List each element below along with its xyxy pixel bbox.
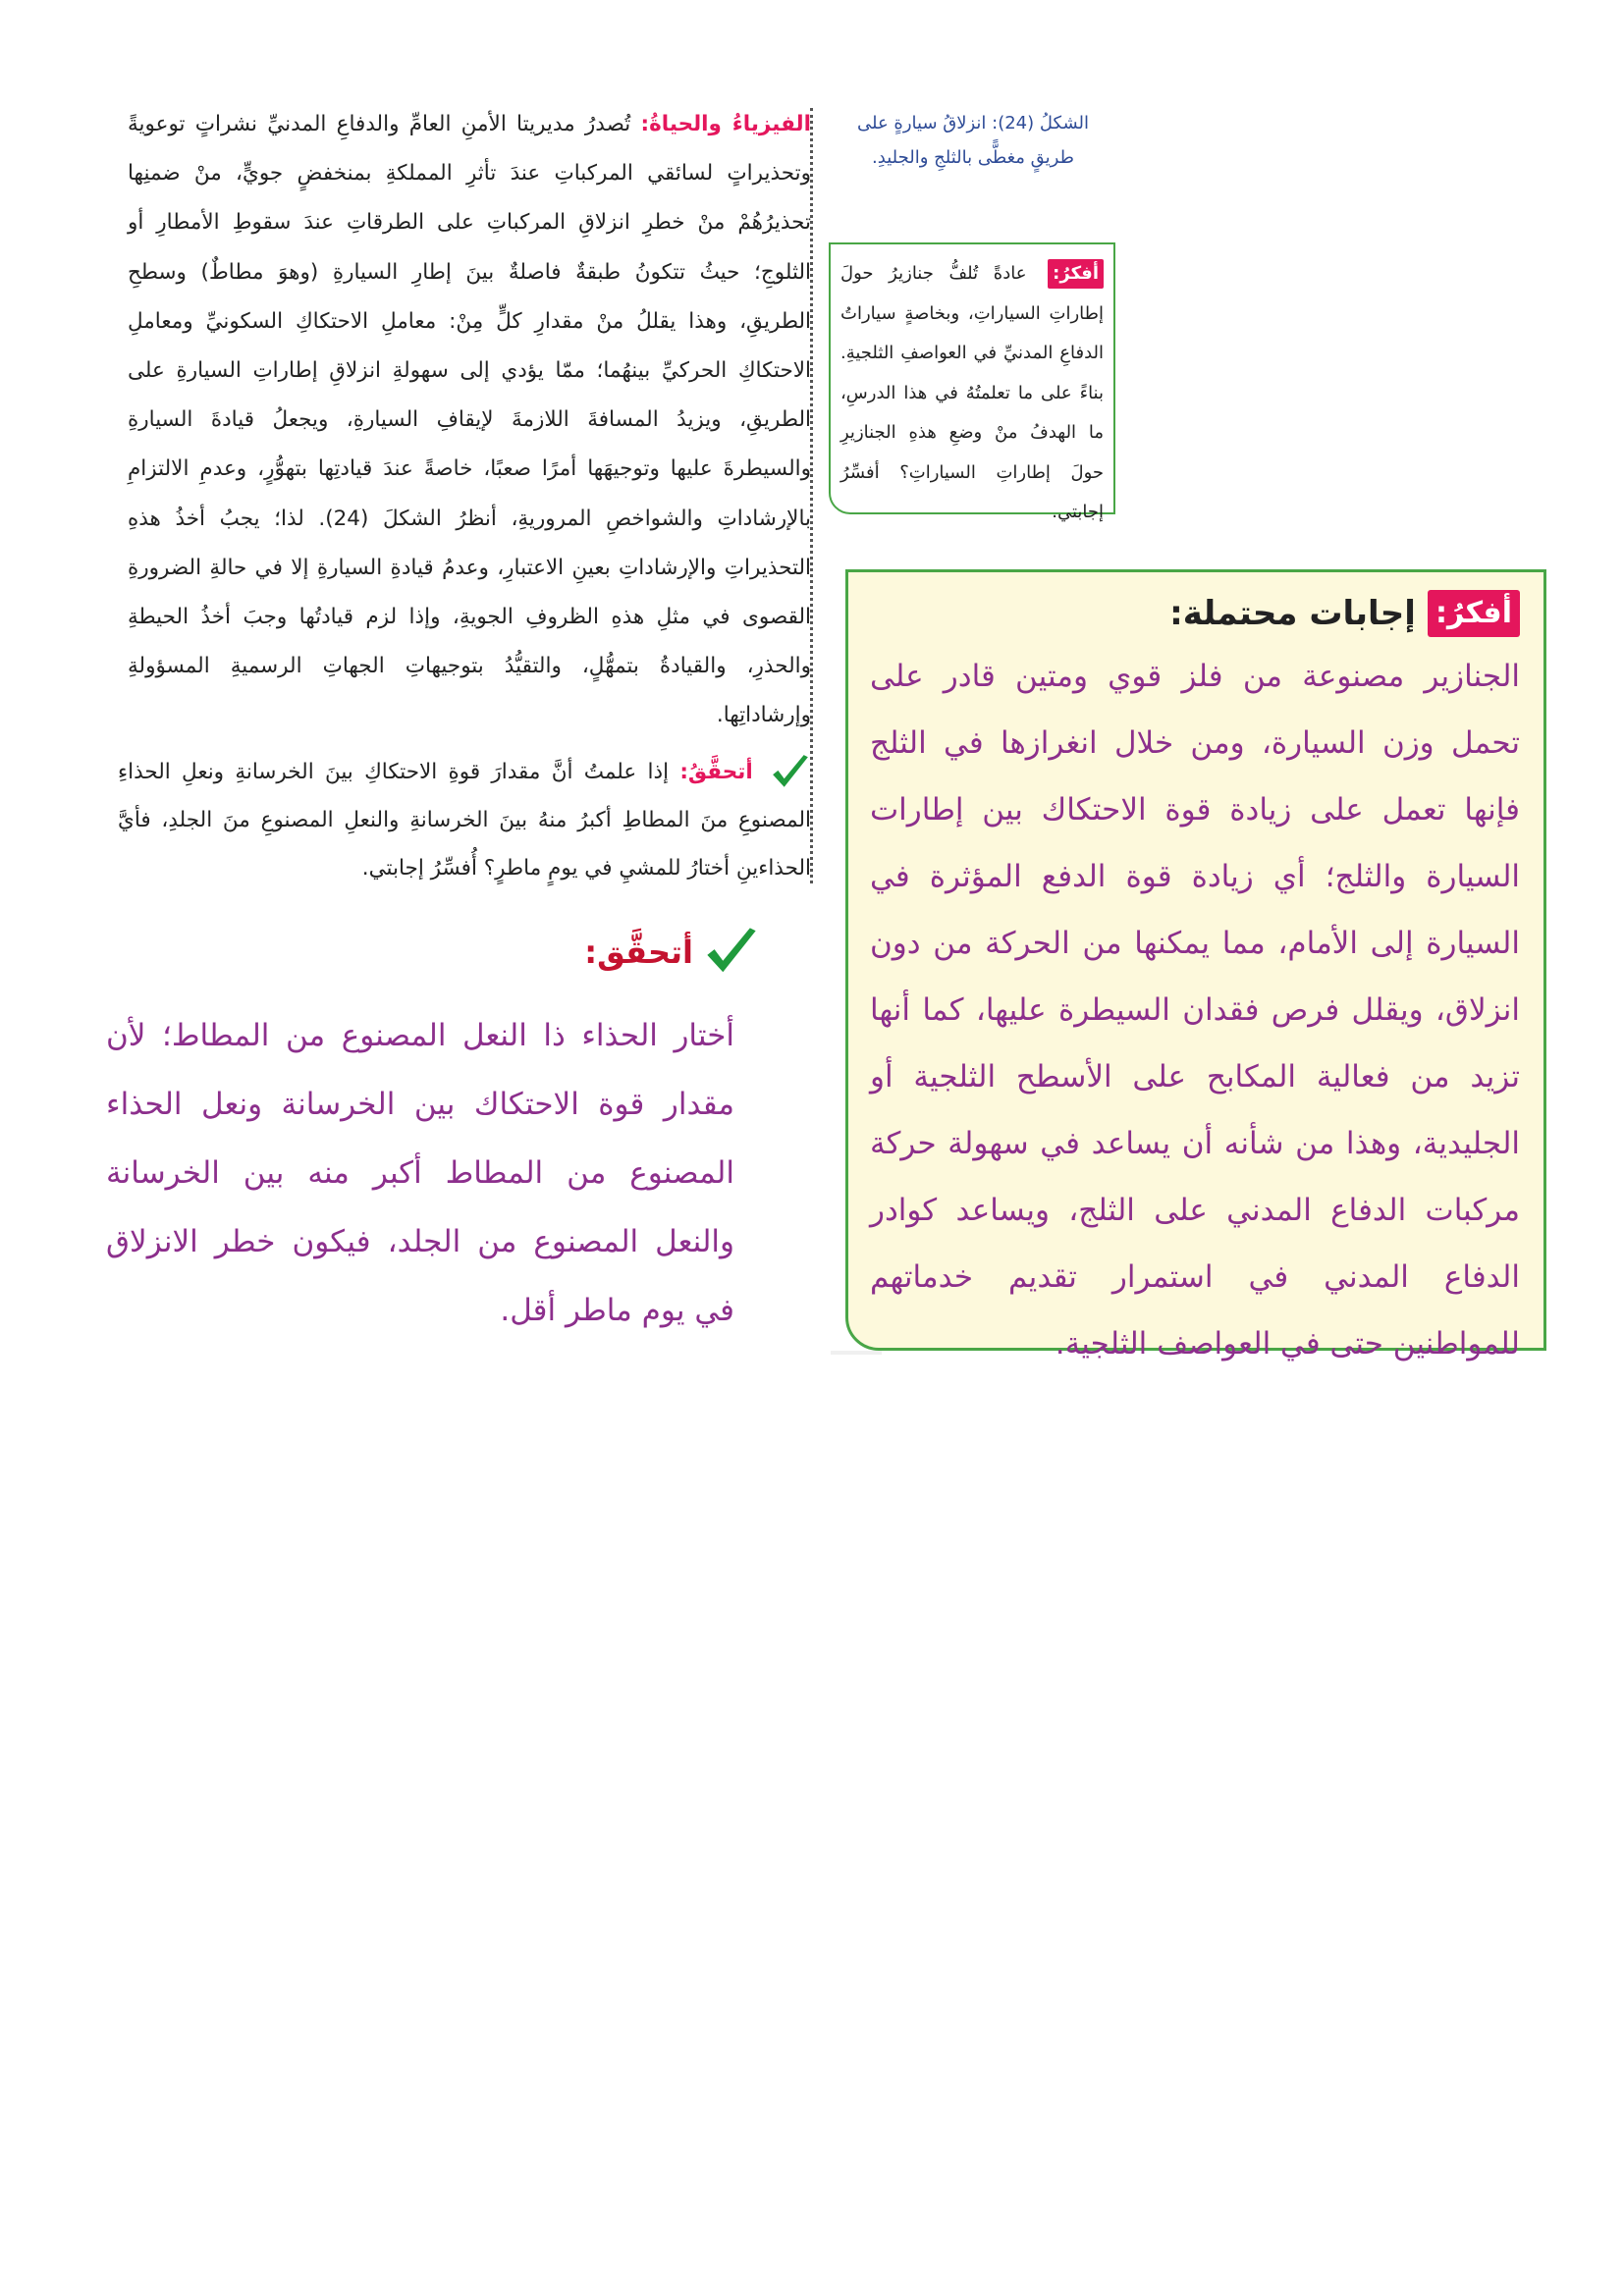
think-tag: أفكرُ: <box>1048 259 1104 289</box>
check-icon <box>703 923 760 982</box>
check-question-text: إذا علمتُ أنَّ مقدارَ قوةِ الاحتكاكِ بينَ الخرسانةِ ونعلِ الحذاءِ المصنوعِ منَ المطاطِ أكبرُ منهُ بينَ الخرسانةِ والنعلِ المصنوعِ منَ الجلدِ، فأيَّ الحذاءينِ أختارُ للمشيِ في يومٍ ماطرٍ؟ أُفسِّرُ إجابتي. <box>118 760 811 881</box>
check-answer-label: أتحقَّق: <box>584 934 693 971</box>
think-answer-box <box>845 569 1546 1362</box>
think-answer-text: الجنازير مصنوعة من فلز قوي ومتين قادر على تحمل وزن السيارة، ومن خلال انغرازها في الثلج فإنها تعمل على زيادة قوة الاحتكاك بين إطارات السيارة والثلج؛ أي زيادة قوة الدفع المؤثرة في السيارة إلى الأمام، مما يمكنها من الحركة من دون انزلاق، ويقلل فرص فقدان السيطرة عليها، كما أنها تزيد من فعالية المكابح على الأسطح الثلجية أو الجليدية، وهذا من شأنه أن يساعد في سهولة حركة مركبات الدفاع المدني على الثلج، ويساعد كوادر الدفاع المدني في استمرار تقديم خدماتهم للمواطنين حتى في العواصف الثلجية. <box>870 659 1520 1362</box>
figure-caption: الشكلُ (24): انزلاقُ سيارةٍ على طريقٍ مغطًّى بالثلجِ والجليدِ. <box>856 113 1089 168</box>
think-answer-tag: أفكرُ: <box>1428 590 1520 637</box>
check-label: أتحقَّقُ: <box>679 760 753 784</box>
physics-life-paragraph <box>128 100 811 741</box>
check-answer-heading <box>584 923 760 982</box>
page-mark <box>831 1351 882 1355</box>
think-answer-title: إجابات محتملة: <box>1169 594 1416 633</box>
think-question-text: عادةً تُلفُّ جنازيرُ حولَ إطاراتِ السياراتِ، وبخاصةٍ سياراتُ الدفاعِ المدنيِّ في العواصفِ الثلجيةِ. بناءً على ما تعلمتُهُ في هذا الدرسِ، ما الهدفُ منْ وضعِ هذهِ الجنازيرِ حولَ إطاراتِ السياراتِ؟ أفسِّرُ إجابتي. <box>840 263 1104 522</box>
section-body: تُصدرُ مديريتا الأمنِ العامِّ والدفاعِ المدنيِّ نشراتٍ توعويةً وتحذيراتٍ لسائقي المركباتِ عندَ تأثرِ المملكةِ بمنخفضٍ جويٍّ، منْ ضمنِها تحذيرُهُمْ منْ خطرِ انزلاقِ المركباتِ على الطرقاتِ عندَ سقوطِ الأمطارِ أو الثلوجِ؛ حيثُ تتكونُ طبقةٌ فاصلةٌ بينَ إطارِ السيارةِ (وهوَ مطاطٌ) وسطحِ الطريقِ، وهذا يقللُ منْ مقدارِ كلٍّ مِنْ: معاملِ الاحتكاكِ السكونيِّ ومعاملِ الاحتكاكِ الحركيِّ بينهُما؛ ممّا يؤدي إلى سهولةِ انزلاقِ إطاراتِ السيارةِ على الطريقِ، ويزيدُ المسافةَ اللازمةَ لإيقافِ السيارةِ، ويجعلُ قيادةَ السيارةِ والسيطرةَ عليها وتوجيهَها أمرًا صعبًا، خاصةً عندَ قيادتِها بتهوُّرٍ، وعدمِ الالتزامِ بالإرشاداتِ والشواخصِ المروريةِ، أنظرُ الشكلَ (24). لذا؛ يجبُ أخذُ هذهِ التحذيراتِ والإرشاداتِ بعينِ الاعتبارِ، وعدمُ قيادةِ السيارةِ إلا في حالةِ الضرورةِ القصوى في مثلِ هذهِ الظروفِ الجويةِ، وإذا لزم قيادتُها وجبَ أخذُ الحيطةِ والحذرِ، والقيادةُ بتمهُّلٍ، والتقيُّدُ بتوجيهاتِ الجهاتِ الرسميةِ المسؤولةِ وإرشاداتِها. <box>128 112 811 728</box>
check-answer-text: أختار الحذاء ذا النعل المصنوع من المطاط؛ لأن مقدار قوة الاحتكاك بين الخرسانة ونعل الحذاء المصنوع من المطاط أكبر منه بين الخرسانة والنعل المصنوع من الجلد، فيكون خطر الانزلاق في يوم ماطر أقل. <box>106 1018 734 1328</box>
check-question <box>118 748 811 892</box>
check-icon <box>770 752 811 793</box>
section-heading: الفيزياءُ والحياةُ: <box>640 112 811 136</box>
think-question-box <box>829 242 1115 522</box>
think-answer-title-row <box>870 590 1520 637</box>
